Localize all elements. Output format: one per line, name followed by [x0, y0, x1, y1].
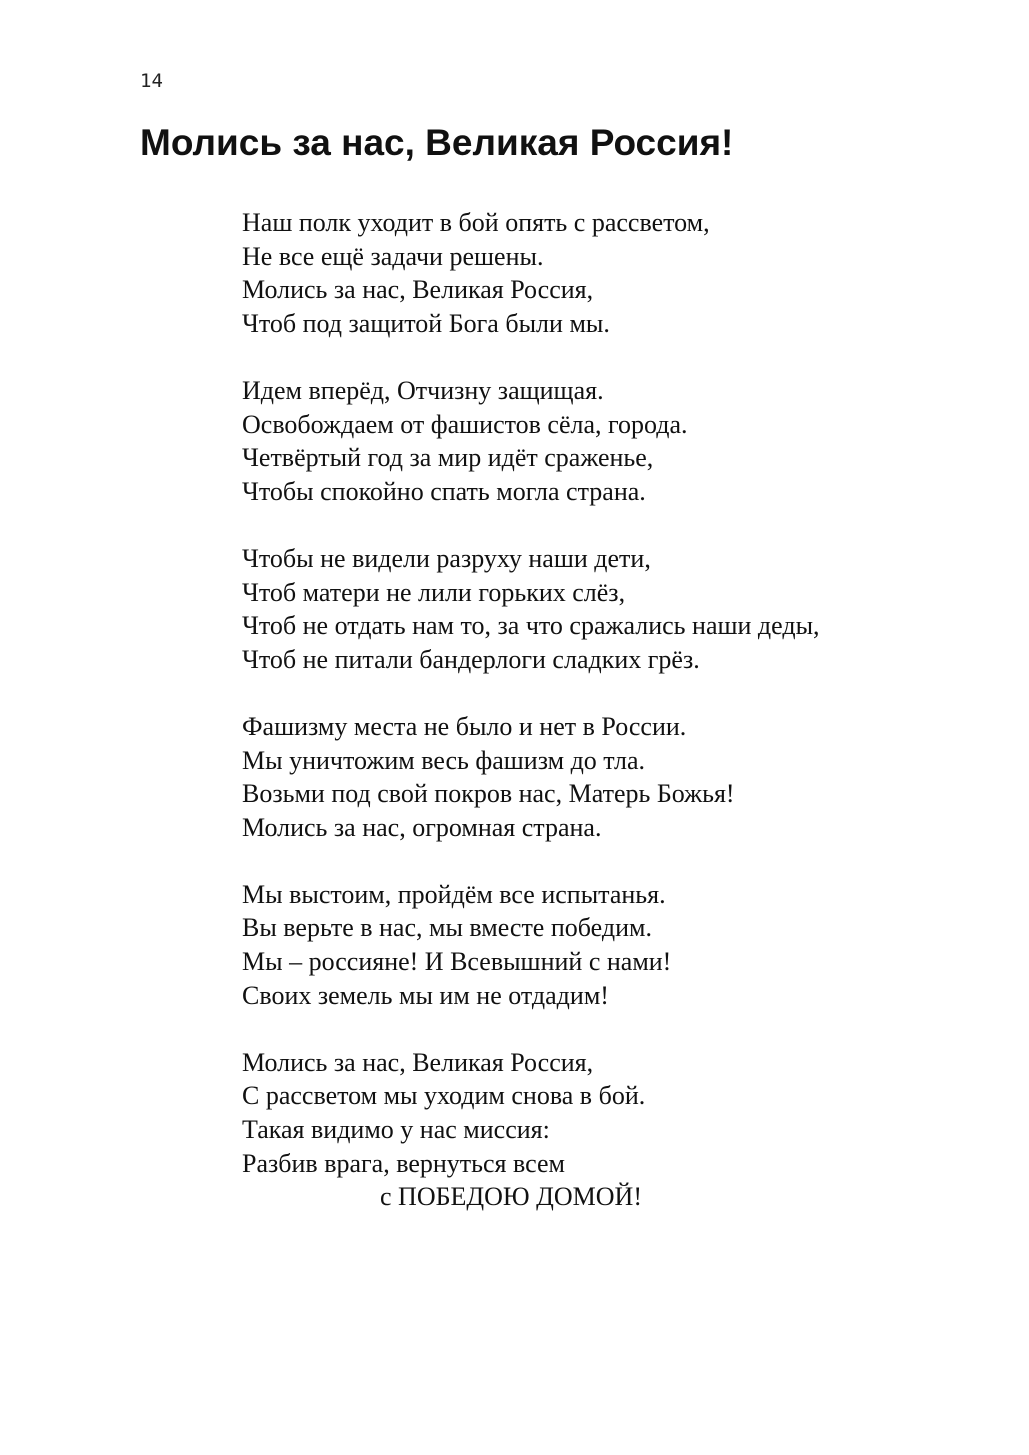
poem-line: Молись за нас, огромная страна.	[242, 812, 602, 842]
poem-line: Четвёртый год за мир идёт сраженье,	[242, 443, 654, 473]
stanza-5	[242, 878, 1002, 1012]
poem-line: Разбив врага, вернуться всем	[242, 1148, 565, 1178]
poem-line: С рассветом мы уходим снова в бой.	[242, 1081, 646, 1111]
page-number: 14	[140, 70, 163, 92]
poem-line: Своих земель мы им не отдадим!	[242, 980, 609, 1010]
poem-line: Чтоб под защитой Бога были мы.	[242, 308, 610, 338]
poem-line: Чтоб не питали бандерлоги сладких грёз.	[242, 644, 700, 674]
poem-line: Освобождаем от фашистов сёла, города.	[242, 409, 688, 439]
page-title: Молись за нас, Великая Россия!	[140, 122, 734, 163]
poem-line: Мы – россияне! И Всевышний с нами!	[242, 947, 672, 977]
poem-line: Чтоб матери не лили горьких слёз,	[242, 577, 626, 607]
poem-line: Молись за нас, Великая Россия,	[242, 1047, 594, 1077]
stanza-2	[242, 374, 1002, 508]
poem-line: Такая видимо у нас миссия:	[242, 1115, 550, 1145]
stanza-6	[242, 1046, 1002, 1214]
stanza-1	[242, 206, 1002, 340]
poem-line: Чтобы не видели разруху наши дети,	[242, 543, 651, 573]
poem-line: Возьми под свой покров нас, Матерь Божья!	[242, 779, 735, 809]
poem-line: Чтобы спокойно спать могла страна.	[242, 476, 646, 506]
poem-line: Вы верьте в нас, мы вместе победим.	[242, 913, 652, 943]
stanza-3	[242, 542, 1002, 676]
poem-line: Чтоб не отдать нам то, за что сражались наши деды,	[242, 611, 820, 641]
poem-body	[242, 206, 1002, 1214]
stanza-4	[242, 710, 1002, 844]
poem-line: Молись за нас, Великая Россия,	[242, 275, 594, 305]
poem-line: Мы выстоим, пройдём все испытанья.	[242, 879, 666, 909]
poem-line: Наш полк уходит в бой опять с рассветом,	[242, 208, 710, 237]
poem-line: Мы уничтожим весь фашизм до тла.	[242, 745, 646, 775]
poem-line: Идем вперёд, Отчизну защищая.	[242, 375, 604, 405]
poem-line-final: с ПОБЕДОЮ ДОМОЙ!	[380, 1182, 642, 1212]
poem-line: Фашизму места не было и нет в России.	[242, 711, 687, 741]
poem-line: Не все ещё задачи решены.	[242, 241, 544, 271]
